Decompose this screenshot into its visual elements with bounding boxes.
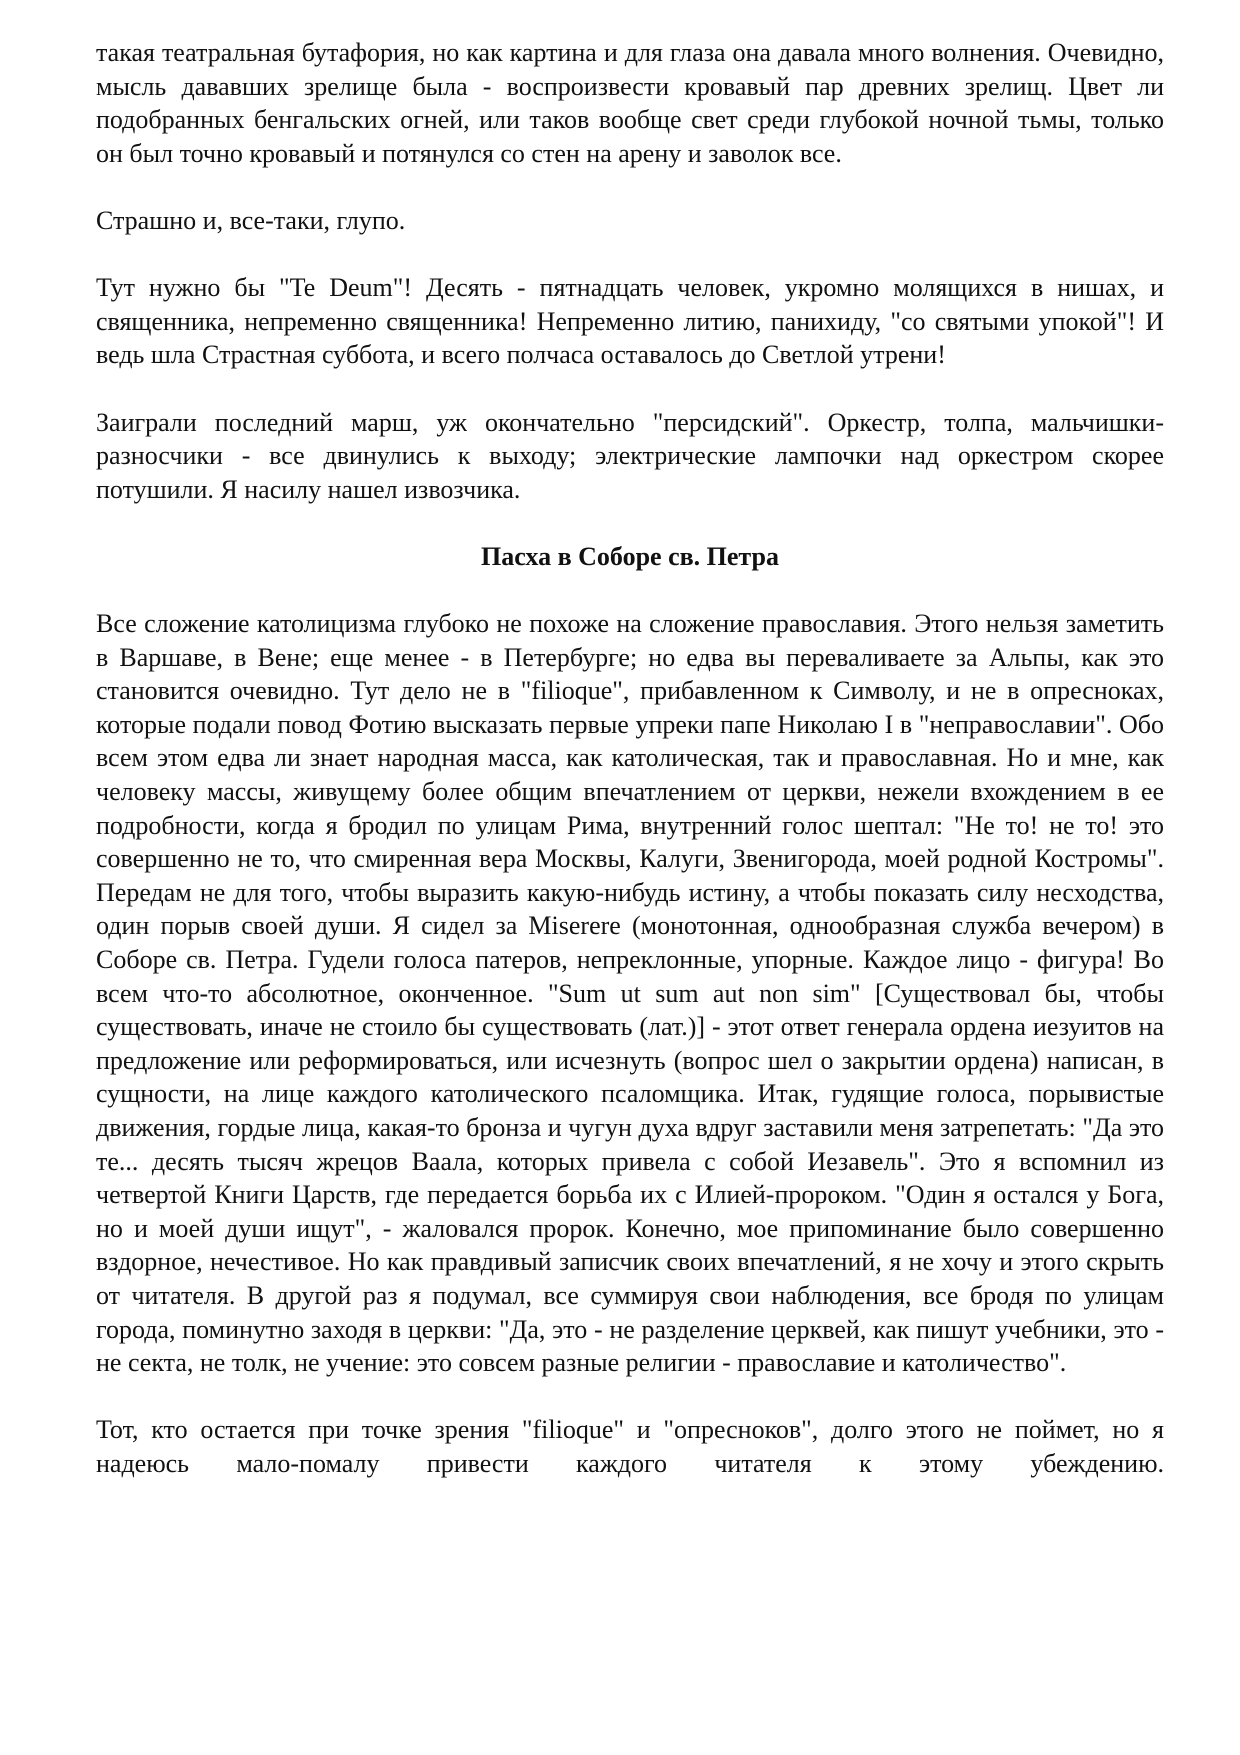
paragraph-te-deum: Тут нужно бы "Te Deum"! Десять - пятнадцать человек, укромно молящихся в нишах, и священника, непременно священника! Непременно литию, панихиду, "со святыми упокой"! И ведь шла Страстная суббота, и всего полчаса оставалось до Светлой утрени! bbox=[96, 273, 1164, 370]
paragraph-scary-and-stupid: Страшно и, все-таки, глупо. bbox=[96, 205, 406, 235]
paragraph-catholicism-vs-orthodoxy: Все сложение католицизма глубоко не похоже на сложение православия. Этого нельзя заметить в Варшаве, в Вене; еще менее - в Петербурге; но едва вы переваливаете за Альпы, как это становится очевидно. Тут дело не в "filioque", прибавленном к Символу, и не в опресноках, которые подали повод Фотию высказать первые упреки папе Николаю I в "неправославии". Обо всем этом едва ли знает народная масса, как католическая, так и православная. Но и мне, как человеку массы, живущему более общим впечатлением от церкви, нежели вхождением в ее подробности, когда я бродил по улицам Рима, внутренний голос шептал: "Не то! не то! это совершенно не то, что смиренная вера Москвы, Калуги, Звенигорода, моей родной Костромы". Передам не для того, чтобы выразить какую-нибудь истину, а чтобы показать силу несходства, один порыв своей души. Я сидел за Miserere (монотонная, однообразная служба вечером) в Соборе св. Петра. Гудели голоса патеров, непреклонные, упорные. Каждое лицо - фигура! Во всем что-то абсолютное, оконченное. "Sum ut sum aut non sim" [Существовал бы, чтобы существовать, иначе не стоило бы существовать (лат.)] - этот ответ генерала ордена иезуитов на предложение или реформироваться, или исчезнуть (вопрос шел о закрытии ордена) написан, в сущности, на лице каждого католического псаломщика. Итак, гудящие голоса, порывистые движения, гордые лица, какая-то бронза и чугун духа вдруг заставили меня затрепетать: "Да это те... десять тысяч жрецов Ваала, которых привела с собой Иезавель". Это я вспомнил из четвертой Книги Царств, где передается борьба их с Илией-пророком. "Один я остался у Бога, но и моей души ищут", - жаловался пророк. Конечно, мое припоминание было совершенно вздорное, нечестивое. Но как правдивый записчик своих впечатлений, я не хочу и этого скрыть от читателя. В другой раз я подумал, все суммируя свои наблюдения, все бродя по улицам города, поминутно заходя в церкви: "Да, это - не разделение церквей, как пишут учебники, это - не секта, не толк, не учение: это совсем разные религии - православие и католичество". bbox=[96, 609, 1164, 1378]
paragraph-last-march: Заиграли последний марш, уж окончательно "персидский". Оркестр, толпа, мальчишки-разносчики - все двинулись к выходу; электрические лампочки над оркестром скорее потушили. Я насилу нашел извозчика. bbox=[96, 407, 1164, 504]
document-page bbox=[96, 36, 1164, 1481]
section-heading: Пасха в Соборе св. Петра bbox=[481, 541, 779, 571]
paragraph-filioque-conclusion: Тот, кто остается при точке зрения "filioque" и "опресноков", долго этого не поймет, но я надеюсь мало-помалу привести каждого читателя к этому убеждению. bbox=[96, 1415, 1164, 1478]
paragraph-bengal-lights: такая театральная бутафория, но как картина и для глаза она давала много волнения. Очевидно, мысль дававших зрелище была - воспроизвести кровавый пар древних зрелищ. Цвет ли подобранных бенгальских огней, или таков вообще свет среди глубокой ночной тьмы, только он был точно кровавый и потянулся со стен на арену и заволок все. bbox=[96, 38, 1164, 168]
